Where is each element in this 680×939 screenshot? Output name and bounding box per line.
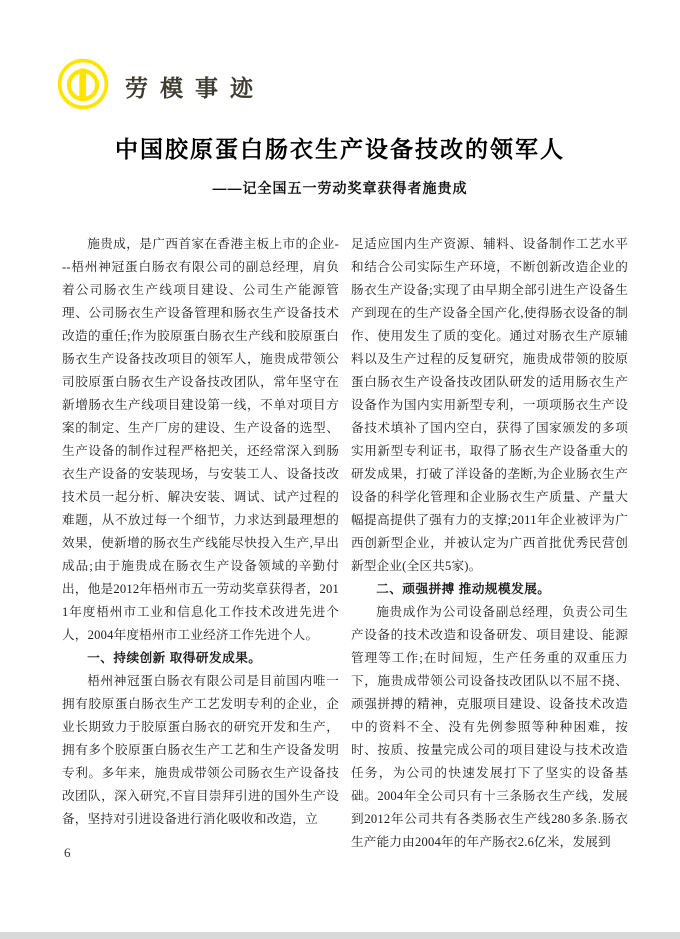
body-paragraph: 施贵成作为公司设备副总经理，负责公司生产设备的技术改造和设备研发、项目建设、能源管理等工作;在时间短，生产任务重的双重压力下，施贵成带领公司设备技改团队以不屈不挠、顽强拼搏的精神，克服项目建设、设备技术改造中的资料不全、没有先例参照等种种困难，按时、按质、按量完成公司的项目建设与技术改造任务，为公司的快速发展打下了坚实的设备基础。2004年全公司只有十三条肠衣生产线，发展到2012年公司共有各类肠衣生产线280多条.肠衣生产能力由2004年的年产肠衣2.6亿米，发展到 bbox=[351, 605, 628, 849]
trade-union-emblem-icon bbox=[57, 58, 109, 110]
right-column bbox=[351, 233, 628, 854]
section-heading: 二、顽强拼搏 推动规模发展。 bbox=[376, 582, 551, 596]
body-paragraph: 梧州神冠蛋白肠衣有限公司是目前国内唯一拥有胶原蛋白肠衣生产工艺发明专利的企业，企业长期致力于胶原蛋白肠衣的研究开发和生产，拥有多个胶原蛋白肠衣生产工艺和生产设备发明专利。多年来，施贵成带领公司肠衣生产设备技改团队，深入研究,不盲目崇拜引进的国外生产设备，坚持对引进设备进行消化吸收和改造，立 bbox=[62, 674, 339, 826]
body-paragraph: 足适应国内生产资源、辅料、设备制作工艺水平和结合公司实际生产环境，不断创新改造企业的肠衣生产设备;实现了由早期全部引进生产设备生产到现在的生产设备全国产化,使得肠衣设备的制作、使用发生了质的变化。通过对肠衣生产原辅料以及生产过程的反复研究，施贵成带领的胶原蛋白肠衣生产设备技改团队研发的适用肠衣生产设备作为国内实用新型专利，一项项肠衣生产设备技术填补了国内空白，获得了国家颁发的多项实用新型专利证书，取得了肠衣生产设备重大的研发成果，打破了洋设备的垄断,为企业肠衣生产设备的科学化管理和企业肠衣生产质量、产量大幅提高提供了强有力的支撑;2011年企业被评为广西创新型企业，并被认定为广西首批优秀民营创新型企业(全区共5家)。 bbox=[351, 237, 628, 573]
page-number: 6 bbox=[64, 845, 71, 860]
left-column bbox=[62, 233, 339, 854]
article-subtitle: ——记全国五一劳动奖章获得者施贵成 bbox=[212, 180, 468, 196]
article-title: 中国胶原蛋白肠衣生产设备技改的领军人 bbox=[115, 136, 565, 162]
page-header bbox=[57, 58, 265, 110]
section-heading: 一、持续创新 取得研发成果。 bbox=[87, 651, 262, 665]
page-edge-shadow bbox=[0, 932, 680, 939]
body-paragraph: 施贵成，是广西首家在香港主板上市的企业---梧州神冠蛋白肠衣有限公司的副总经理，肩负着公司肠衣生产线项目建设、公司生产能源管理、公司肠衣生产设备管理和肠衣生产设备技术改造的重任;作为胶原蛋白肠衣生产线和胶原蛋白肠衣生产设备技改项目的领军人，施贵成带领公司胶原蛋白肠衣生产设备技改团队，常年坚守在新增肠衣生产线项目建设第一线，不单对项目方案的制定、生产厂房的建设、生产设备的选型、生产设备的制作过程严格把关，还经常深入到肠衣生产设备的安装现场，与安装工人、设备技改技术员一起分析、解决安装、调试、试产过程的难题，从不放过每一个细节，力求达到最理想的效果，使新增的肠衣生产线能尽快投入生产,早出成品;由于施贵成在肠衣生产设备领域的辛勤付出，他是2012年梧州市五一劳动奖章获得者，2011年度梧州市工业和信息化工作技术改进先进个人，2004年度梧州市工业经济工作先进个人。 bbox=[62, 237, 339, 642]
article-body bbox=[62, 233, 628, 854]
section-label: 劳模事迹 bbox=[125, 75, 265, 101]
